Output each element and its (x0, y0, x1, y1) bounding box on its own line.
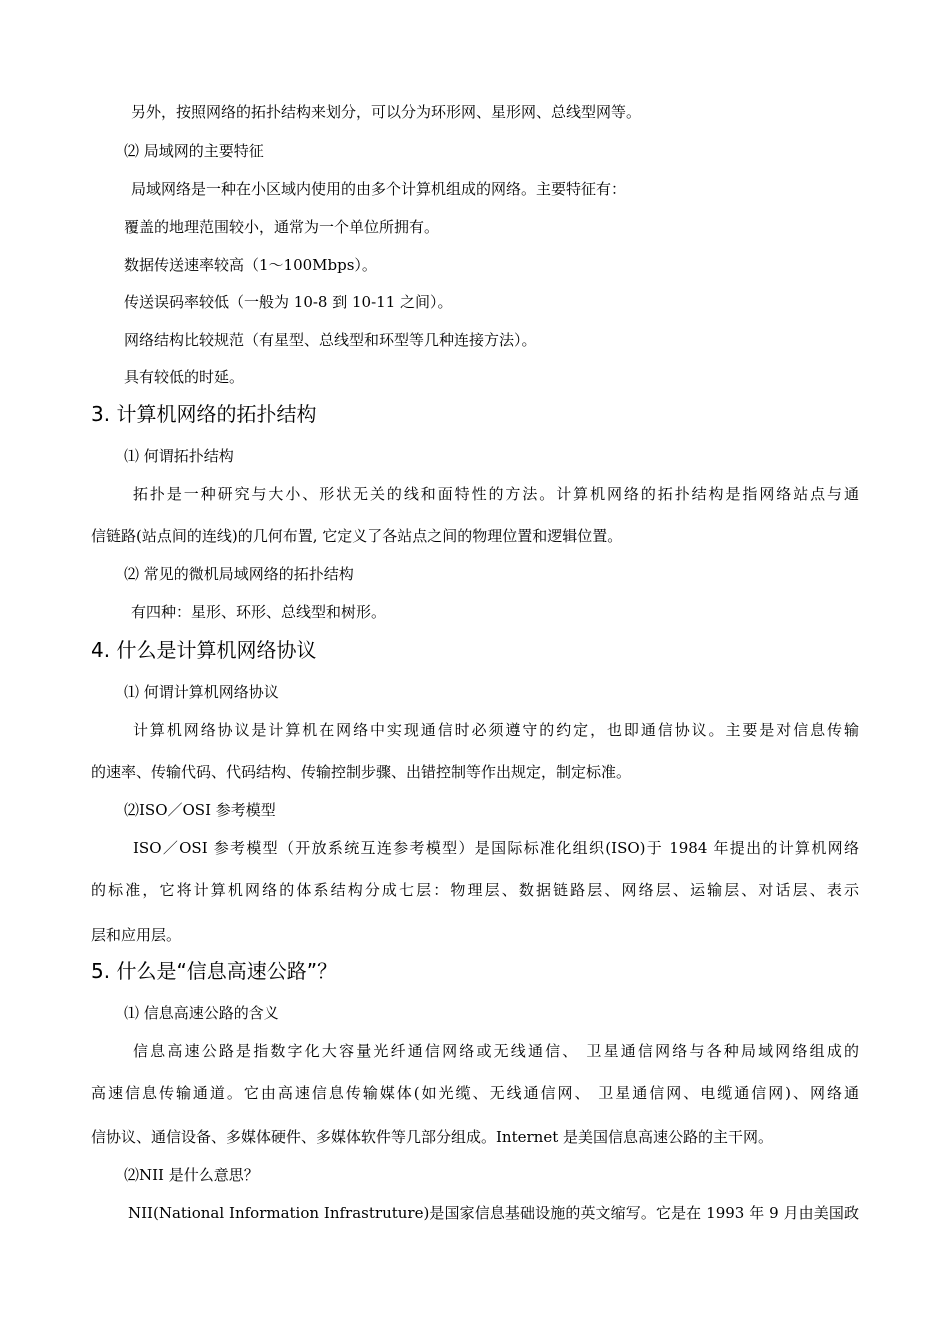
subheading-common-topologies: ⑵ 常见的微机局域网络的拓扑结构 (124, 565, 354, 583)
subheading-lan-features: ⑵ 局域网的主要特征 (124, 142, 264, 160)
subheading-what-is-topology: ⑴ 何谓拓扑结构 (124, 447, 234, 465)
paragraph-osi-line-3: 层和应用层。 (91, 926, 182, 944)
paragraph-nii-line-1: NII(National Information Infrastruture)是国家信息基础设施的英文缩写。它是在 1993 年 9 月由美国政 (128, 1204, 859, 1222)
paragraph-lan-intro: 局域网络是一种在小区域内使用的由多个计算机组成的网络。主要特征有： (131, 180, 627, 198)
paragraph-four-topologies: 有四种：星形、环形、总线型和树形。 (131, 603, 387, 621)
paragraph-protocol-line-2: 的速率、传输代码、代码结构、传输控制步骤、出错控制等作出规定，制定标准。 (91, 763, 632, 781)
paragraph-topology-classification: 另外，按照网络的拓扑结构来划分，可以分为环形网、星形网、总线型网等。 (131, 103, 642, 121)
paragraph-protocol-line-1: 计算机网络协议是计算机在网络中实现通信时必须遵守的约定，也即通信协议。主要是对信息传输 (133, 721, 859, 739)
subheading-nii-meaning: ⑵NII 是什么意思？ (124, 1166, 259, 1184)
list-item-structure: 网络结构比较规范（有星型、总线型和环型等几种连接方法）。 (124, 331, 537, 349)
list-item-data-rate: 数据传送速率较高（1～100Mbps）。 (124, 256, 377, 274)
list-item-latency: 具有较低的时延。 (124, 368, 245, 386)
paragraph-topology-line-2: 信链路(站点间的连线)的几何布置, 它定义了各站点之间的物理位置和逻辑位置。 (91, 527, 623, 545)
subheading-info-highway-meaning: ⑴ 信息高速公路的含义 (124, 1004, 279, 1022)
paragraph-osi-line-1: ISO／OSI 参考模型（开放系统互连参考模型）是国际标准化组织(ISO)于 1984 年提出的计算机网络 (133, 839, 859, 857)
paragraph-highway-line-2: 高速信息传输通道。它由高速信息传输媒体(如光缆、无线通信网、 卫星通信网、电缆通信网)、网络通 (91, 1084, 859, 1102)
paragraph-topology-line-1: 拓扑是一种研究与大小、形状无关的线和面特性的方法。计算机网络的拓扑结构是指网络站点与通 (133, 485, 859, 503)
paragraph-highway-line-1: 信息高速公路是指数字化大容量光纤通信网络或无线通信、 卫星通信网络与各种局域网络组成的 (133, 1042, 859, 1060)
list-item-coverage: 覆盖的地理范围较小，通常为一个单位所拥有。 (124, 218, 440, 236)
section-heading-3: 3. 计算机网络的拓扑结构 (91, 402, 317, 426)
section-heading-4: 4. 什么是计算机网络协议 (91, 638, 317, 662)
subheading-what-is-protocol: ⑴ 何谓计算机网络协议 (124, 683, 279, 701)
paragraph-highway-line-3: 信协议、通信设备、多媒体硬件、多媒体软件等几部分组成。Internet 是美国信息高速公路的主干网。 (91, 1128, 773, 1146)
list-item-error-rate: 传送误码率较低（一般为 10-8 到 10-11 之间）。 (124, 293, 453, 311)
section-heading-5: 5. 什么是“信息高速公路”？ (91, 959, 338, 983)
subheading-iso-osi-model: ⑵ISO／OSI 参考模型 (124, 801, 276, 819)
paragraph-osi-line-2: 的标准，它将计算机网络的体系结构分成七层：物理层、数据链路层、网络层、运输层、对话层、表示 (91, 881, 859, 899)
